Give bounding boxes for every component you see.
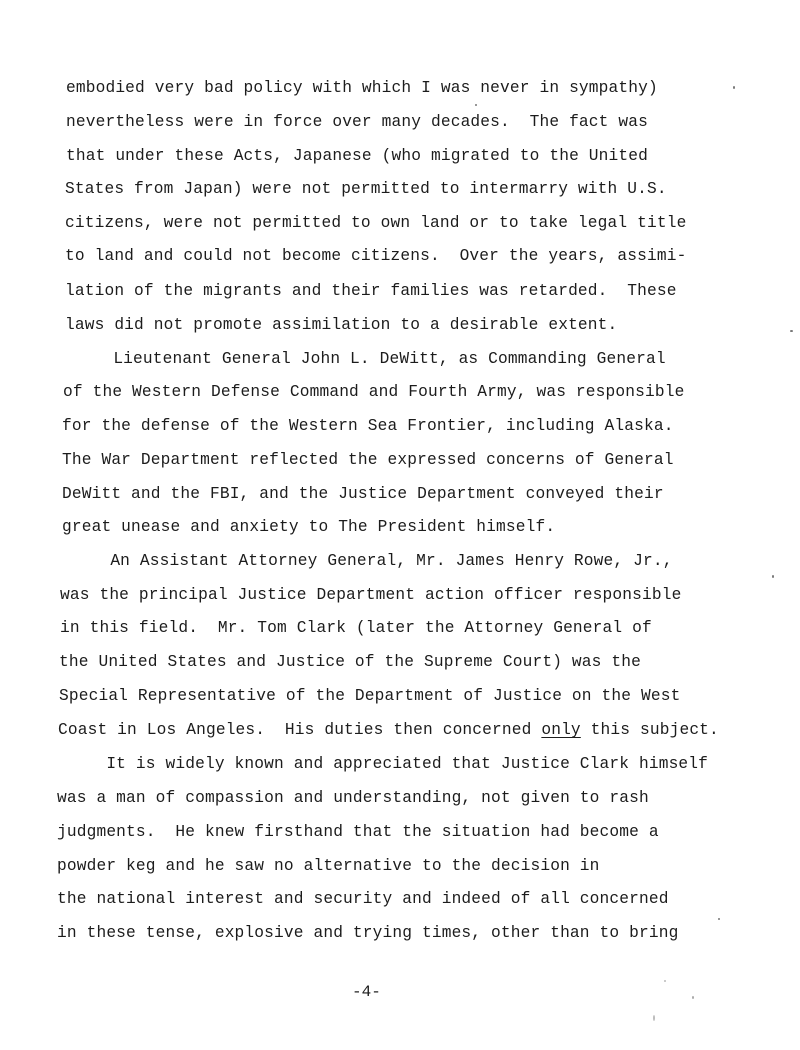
scan-speck xyxy=(475,104,477,106)
text-line: the United States and Justice of the Supreme Court) was the xyxy=(59,653,641,671)
text-line: in this field. Mr. Tom Clark (later the Attorney General of xyxy=(60,619,652,637)
text-line: citizens, were not permitted to own land or to take legal title xyxy=(65,214,687,232)
text-line: Lieutenant General John L. DeWitt, as Commanding General xyxy=(64,350,666,368)
scan-speck xyxy=(718,918,720,920)
text-line: The War Department reflected the expressed concerns of General xyxy=(62,451,674,469)
text-line: embodied very bad policy with which I was never in sympathy) xyxy=(66,79,658,97)
text-line: to land and could not become citizens. Over the years, assimi- xyxy=(65,247,687,265)
text-line: great unease and anxiety to The President himself. xyxy=(62,518,556,536)
text-line: that under these Acts, Japanese (who migrated to the United xyxy=(66,147,648,165)
text-line: laws did not promote assimilation to a desirable extent. xyxy=(65,316,618,334)
text-line: was the principal Justice Department action officer responsible xyxy=(60,586,682,604)
text-line: for the defense of the Western Sea Frontier, including Alaska. xyxy=(62,417,674,435)
emphasized-word: only xyxy=(541,721,581,739)
scan-speck xyxy=(653,1015,655,1021)
scan-speck xyxy=(664,980,666,982)
scan-speck xyxy=(790,330,793,332)
text-line: lation of the migrants and their families was retarded. These xyxy=(65,282,677,300)
text-line: States from Japan) were not permitted to intermarry with U.S. xyxy=(65,180,667,198)
page-number: -4- xyxy=(352,983,381,1001)
text-segment: this subject. xyxy=(580,721,719,739)
text-line: powder keg and he saw no alternative to the decision in xyxy=(57,857,600,875)
text-line: in these tense, explosive and trying times, other than to bring xyxy=(57,924,679,942)
text-line: of the Western Defense Command and Fourth Army, was responsible xyxy=(63,383,685,401)
text-line: An Assistant Attorney General, Mr. James Henry Rowe, Jr., xyxy=(61,552,673,570)
text-segment: Coast in Los Angeles. His duties then concerned xyxy=(58,721,542,739)
text-line: It is widely known and appreciated that Justice Clark himself xyxy=(57,755,709,773)
text-line: Special Representative of the Department of Justice on the West xyxy=(59,687,681,705)
text-line xyxy=(58,720,719,740)
text-line: DeWitt and the FBI, and the Justice Department conveyed their xyxy=(62,485,664,503)
text-line: judgments. He knew firsthand that the situation had become a xyxy=(57,823,659,841)
scan-speck xyxy=(692,996,694,999)
scan-speck xyxy=(733,86,735,89)
text-line: nevertheless were in force over many decades. The fact was xyxy=(66,113,648,131)
text-line: was a man of compassion and understanding, not given to rash xyxy=(57,789,649,807)
scan-speck xyxy=(772,575,774,578)
text-line: the national interest and security and indeed of all concerned xyxy=(57,890,669,908)
